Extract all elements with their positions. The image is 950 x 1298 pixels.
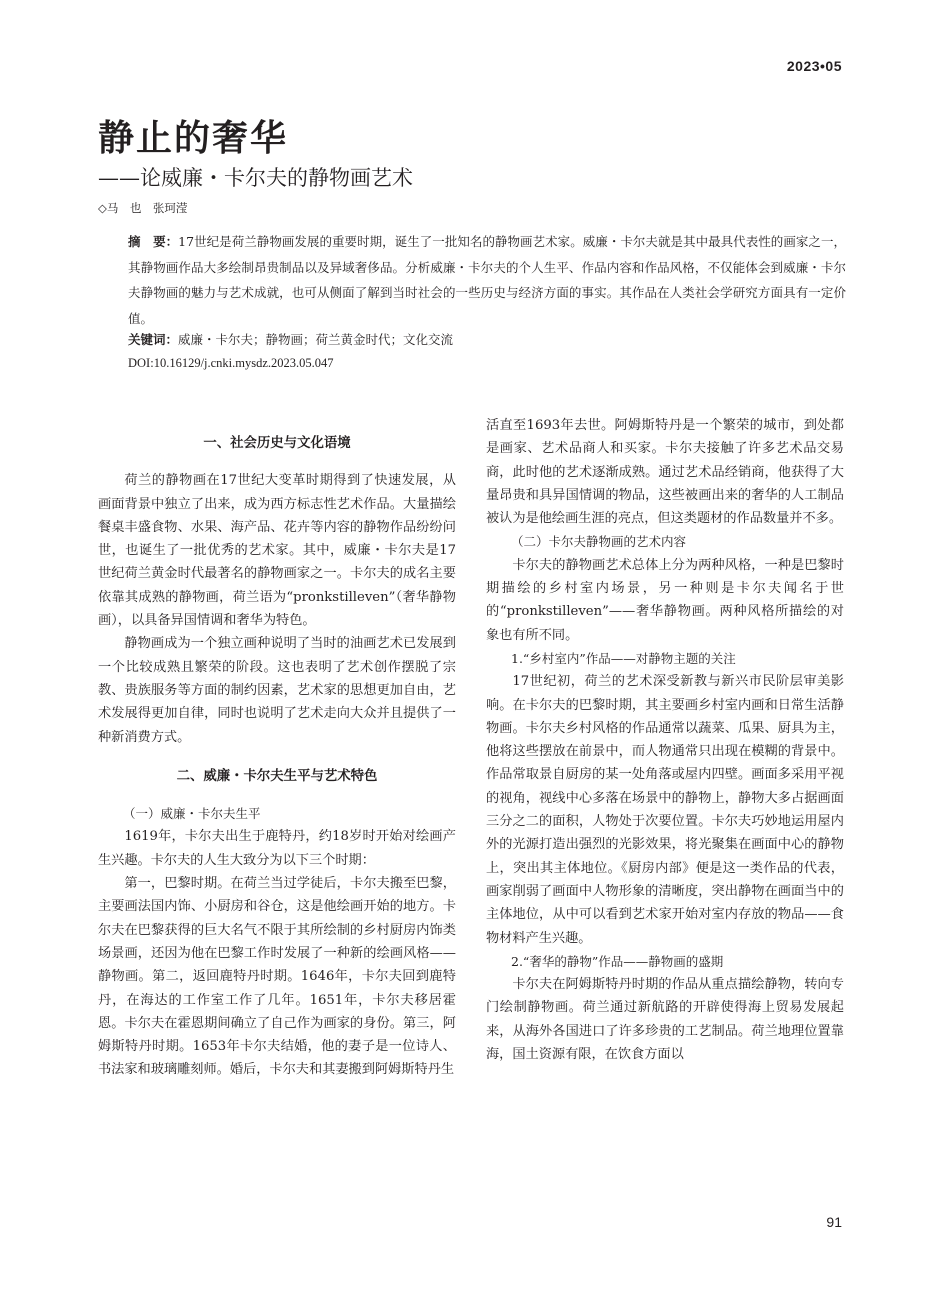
paragraph: 卡尔夫的静物画艺术总体上分为两种风格，一种是巴黎时期描绘的乡村室内场景，另一种则是卡尔夫闻名于世的“pronkstilleven”——奢华静物画。两种风格所描绘的对象也有所不同。 [486,557,844,643]
section-heading-2: 二、威廉・卡尔夫生平与艺术特色 [176,768,378,784]
paragraph: 第一，巴黎时期。在荷兰当过学徒后，卡尔夫搬至巴黎，主要画法国内饰、小厨房和谷仓，这是他绘画开始的地方。卡尔夫在巴黎获得的巨大名气不限于其所绘制的乡村厨房内饰类场景画，还因为他在巴黎工作时发展了一种新的绘画风格——静物画。第二，返回鹿特丹时期。1646年，卡尔夫回到鹿特丹，在海达的工作室工作了几年。1651年，卡尔夫移居霍恩。卡尔夫在霍恩期间确立了自己作为画家的身份。第三，阿姆斯特丹时期。1653年卡尔夫结婚，他的妻子是一位诗人、书法家和玻璃雕刻师。婚后，卡尔夫和其妻搬到阿姆斯特丹生 [98,876,456,1078]
article-title: 静止的奢华 [98,118,289,159]
keywords [128,330,453,348]
paragraph: 活直至1693年去世。阿姆斯特丹是一个繁荣的城市，到处都是画家、艺术品商人和买家。卡尔夫接触了许多艺术品交易商，此时他的艺术逐渐成熟。通过艺术品经销商，他获得了大量昂贵和具异国情调的物品，这些被画出来的奢华的人工制品被认为是他绘画生涯的亮点，但这类题材的作品数量并不多。 [486,418,844,527]
keywords-label: 关键词： [128,332,179,347]
subsection-heading: 1.“乡村室内”作品——对静物主题的关注 [511,650,736,666]
subsection-heading: （一）威廉・卡尔夫生平 [123,806,261,822]
doi: DOI:10.16129/j.cnki.mysdz.2023.05.047 [128,356,334,370]
abstract-label: 摘 要： [128,234,179,249]
right-column [486,414,844,1066]
section-heading-1: 一、社会历史与文化语境 [203,436,351,451]
left-column [98,414,456,1082]
abstract-text: 17世纪是荷兰静物画发展的重要时期，诞生了一批知名的静物画艺术家。威廉・卡尔夫就是其中最具代表性的画家之一，其静物画作品大多绘制昂贵制品以及异域奢侈品。分析威廉・卡尔夫的个人生平、作品内容和作品风格，不仅能体会到威廉・卡尔夫静物画的魅力与艺术成就，也可从侧面了解到当时社会的一些历史与经济方面的事实。其作品在人类社会学研究方面具有一定价值。 [128,234,846,326]
paragraph: 17世纪初，荷兰的艺术深受新教与新兴市民阶层审美影响。在卡尔夫的巴黎时期，其主要画乡村室内画和日常生活静物画。卡尔夫乡村风格的作品通常以蔬菜、瓜果、厨具为主，他将这些摆放在前景中，而人物通常只出现在模糊的背景中。作品常取景自厨房的某一处角落或屋内四壁。画面多采用平视的视角，视线中心多落在场景中的静物上，静物大多占据画面三分之二的面积，人物处于次要位置。卡尔夫巧妙地运用屋内外的光源打造出强烈的光影效果，将光聚集在画面中心的静物上，突出其主体地位。《厨房内部》便是这一类作品的代表，画家削弱了画面中人物形象的清晰度，突出静物在画面当中的主体地位，从中可以看到艺术家开始对室内存放的物品——食物材料产生兴趣。 [486,674,844,946]
subsection-heading: （二）卡尔夫静物画的艺术内容 [511,534,687,550]
page-number: 91 [826,1214,842,1230]
paragraph: 卡尔夫在阿姆斯特丹时期的作品从重点描绘静物，转向专门绘制静物画。荷兰通过新航路的开辟使得海上贸易发展起来，从海外各国进口了许多珍贵的工艺制品。荷兰地理位置靠海，国土资源有限，在饮食方面以 [486,977,844,1063]
abstract [128,229,846,331]
subsection-heading: 2.“奢华的静物”作品——静物画的盛期 [511,953,724,969]
paragraph: 荷兰的静物画在17世纪大变革时期得到了快速发展，从画面背景中独立了出来，成为西方标志性艺术作品。大量描绘餐桌丰盛食物、水果、海产品、花卉等内容的静物作品纷纷问世，也诞生了一批优秀的艺术家。其中，威廉・卡尔夫是17世纪荷兰黄金时代最著名的静物画家之一。卡尔夫的成名主要依靠其成熟的静物画，荷兰语为“pronkstilleven”（奢华静物画），以具备异国情调和奢华为特色。 [98,473,456,629]
paragraph: 静物画成为一个独立画种说明了当时的油画艺术已发展到一个比较成熟且繁荣的阶段。这也表明了艺术创作摆脱了宗教、贵族服务等方面的制约因素，艺术家的思想更加自由，艺术发展得更加自律，同时也说明了艺术走向大众并且提供了一种新消费方式。 [98,636,456,745]
issue-label: 2023•05 [786,58,842,74]
article-subtitle: ——论威廉・卡尔夫的静物画艺术 [98,166,413,190]
author-line: ◇马 也 张珂滢 [98,201,188,215]
paragraph: 1619年，卡尔夫出生于鹿特丹，约18岁时开始对绘画产生兴趣。卡尔夫的人生大致分为以下三个时期： [98,829,456,868]
keywords-text: 威廉・卡尔夫；静物画；荷兰黄金时代；文化交流 [178,332,454,347]
